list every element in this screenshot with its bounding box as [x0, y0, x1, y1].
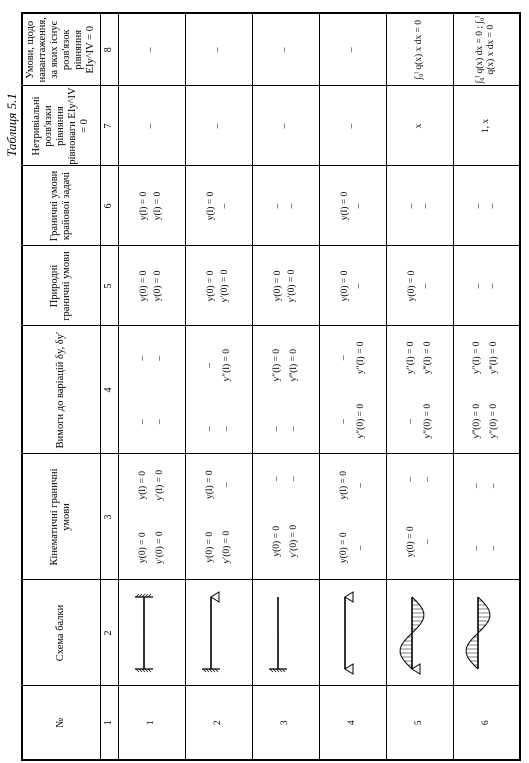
- header-text: №: [54, 717, 66, 728]
- condition-text: y′(0) = 0: [286, 269, 297, 302]
- column-number: [100, 86, 118, 166]
- natural-conditions: [453, 246, 520, 326]
- condition-text: y(0) = 0: [205, 270, 216, 301]
- condition-text: y‴(l) = 0: [422, 340, 432, 374]
- condition-text: y(l) = 0: [339, 191, 350, 220]
- beam-boundary-table: [21, 12, 521, 761]
- table-row: [386, 13, 453, 760]
- condition-text: –: [471, 545, 482, 551]
- condition-text: y(0) = 0: [152, 270, 163, 301]
- condition-text: –: [154, 418, 164, 424]
- column-number-text: 6: [102, 203, 114, 208]
- column-number-row: [100, 13, 118, 760]
- beam-diagram: [456, 585, 516, 681]
- condition-text: y‴(l) = 0: [288, 348, 298, 381]
- beam-scheme: [453, 580, 520, 686]
- solution-text: x: [413, 123, 424, 128]
- variation-requirements: [185, 326, 252, 454]
- condition-text: y‴(l) = 0: [488, 340, 499, 374]
- row-number: [252, 686, 319, 760]
- boundary-conditions: [118, 166, 185, 246]
- load-conditions: [319, 13, 386, 86]
- variation-requirements: [319, 326, 386, 454]
- column-number-text: 1: [102, 719, 114, 725]
- kinematic-conditions: [185, 454, 252, 580]
- header-text: Умови, щодо навантаження, за яких існує розв'язок рівняння EIy^IV = 0: [24, 16, 96, 82]
- table-row: [118, 13, 185, 760]
- load-condition-text: ∫₀ˡ q(x) dx = 0 ; ∫₀ˡ q(x) x dx = 0: [474, 15, 496, 83]
- load-condition-text: –: [279, 46, 290, 52]
- header-cell: [22, 580, 100, 686]
- column-number-text: 5: [102, 283, 114, 288]
- condition-text: y(0) = 0: [138, 270, 149, 301]
- beam-diagram: [255, 585, 315, 681]
- load-condition-text: –: [145, 46, 156, 52]
- row-number-text: 1: [145, 719, 156, 725]
- condition-text: y(l) = 0: [138, 191, 149, 220]
- row-number: [319, 686, 386, 760]
- header-cell: [22, 686, 100, 760]
- nontrivial-solutions: [118, 86, 185, 166]
- condition-text: –: [338, 354, 349, 360]
- row-number-text: 6: [480, 719, 491, 725]
- natural-conditions: [118, 246, 185, 326]
- kinematic-conditions: [319, 454, 386, 580]
- beam-diagram: [322, 585, 382, 681]
- header-text: Природні граничні умови: [48, 250, 72, 321]
- condition-text: y(l) = 0: [204, 469, 215, 499]
- kinematic-conditions: [252, 454, 319, 580]
- column-number: [100, 326, 118, 454]
- condition-text: y″(l) = 0: [271, 348, 282, 381]
- condition-text: y‴(0) = 0: [471, 403, 482, 439]
- condition-text: y″(l) = 0: [471, 340, 482, 374]
- condition-text: –: [473, 283, 484, 288]
- condition-text: –: [355, 482, 365, 488]
- column-number: [100, 166, 118, 246]
- beam-scheme: [185, 580, 252, 686]
- condition-text: –: [154, 355, 164, 361]
- column-number-text: 2: [102, 630, 114, 635]
- condition-text: –: [406, 203, 417, 208]
- condition-text: y″(l) = 0: [405, 340, 416, 374]
- header-cell: [22, 166, 100, 246]
- condition-text: –: [487, 283, 498, 288]
- column-number: [100, 454, 118, 580]
- nontrivial-solutions: [252, 86, 319, 166]
- beam-scheme: [252, 580, 319, 686]
- table-rotated-container: [21, 14, 520, 761]
- condition-text: –: [420, 203, 431, 208]
- header-text: Схема балки: [54, 604, 66, 661]
- condition-text: y′(0) = 0: [154, 530, 164, 564]
- condition-text: y(0) = 0: [405, 525, 416, 557]
- load-condition-text: ∫₀ˡ q(x) x dx = 0: [413, 19, 424, 80]
- condition-text: –: [422, 476, 432, 482]
- beam-diagram: [389, 585, 449, 681]
- variation-requirements: [453, 326, 520, 454]
- condition-text: y(l) = 0: [152, 191, 163, 220]
- condition-text: y(0) = 0: [204, 531, 215, 563]
- column-number: [100, 246, 118, 326]
- condition-text: –: [355, 544, 365, 550]
- condition-text: y′(l) = 0: [154, 469, 164, 501]
- nontrivial-solutions: [319, 86, 386, 166]
- solution-text: –: [346, 123, 357, 128]
- condition-text: y(0) = 0: [272, 270, 283, 301]
- header-cell: [22, 13, 100, 86]
- boundary-conditions: [453, 166, 520, 246]
- table-caption: Таблиця 5.1: [4, 93, 19, 157]
- kinematic-conditions: [453, 454, 520, 580]
- load-condition-text: –: [212, 46, 223, 52]
- condition-text: –: [488, 545, 499, 551]
- condition-text: y″(0) = 0: [488, 403, 499, 439]
- header-cell: [22, 326, 100, 454]
- kinematic-conditions: [386, 454, 453, 580]
- beam-diagram: [121, 585, 181, 681]
- condition-text: y(l) = 0: [205, 191, 216, 220]
- table-row: [252, 13, 319, 760]
- condition-text: –: [271, 425, 282, 431]
- condition-text: –: [221, 481, 231, 487]
- natural-conditions: [252, 246, 319, 326]
- solution-text: –: [279, 123, 290, 128]
- condition-text: y′(0) = 0: [288, 524, 298, 558]
- load-conditions: [386, 13, 453, 86]
- header-cell: [22, 86, 100, 166]
- row-number-text: 2: [212, 719, 223, 725]
- header-text: Кінематичні граничні умови: [48, 467, 72, 566]
- condition-text: –: [405, 418, 416, 424]
- condition-text: –: [353, 283, 364, 288]
- beam-diagram: [188, 585, 248, 681]
- nontrivial-solutions: [386, 86, 453, 166]
- condition-text: y″(0) = 0: [422, 403, 432, 439]
- header-cell: [22, 246, 100, 326]
- condition-text: y″(l) = 0: [355, 340, 365, 374]
- nontrivial-solutions: [453, 86, 520, 166]
- condition-text: –: [405, 476, 416, 482]
- solution-text: –: [145, 123, 156, 128]
- boundary-conditions: [386, 166, 453, 246]
- solution-text: 1, x: [480, 118, 491, 133]
- condition-text: y(l) = 0: [137, 470, 148, 500]
- header-cell: [22, 454, 100, 580]
- row-number: [118, 686, 185, 760]
- load-conditions: [453, 13, 520, 86]
- condition-text: –: [137, 418, 148, 424]
- row-number-text: 4: [346, 719, 357, 725]
- condition-text: –: [221, 425, 231, 431]
- condition-text: –: [137, 355, 148, 361]
- column-number-text: 4: [102, 387, 114, 392]
- table-row: [319, 13, 386, 760]
- condition-text: –: [338, 418, 349, 424]
- condition-text: y″(l) = 0: [221, 348, 231, 381]
- natural-conditions: [319, 246, 386, 326]
- load-conditions: [185, 13, 252, 86]
- condition-text: y(0) = 0: [137, 531, 148, 563]
- column-number-text: 7: [102, 123, 114, 128]
- column-number-text: 8: [102, 46, 114, 52]
- beam-scheme: [386, 580, 453, 686]
- solution-text: –: [212, 123, 223, 128]
- condition-text: –: [420, 283, 431, 288]
- condition-text: –: [286, 203, 297, 208]
- boundary-conditions: [252, 166, 319, 246]
- nontrivial-solutions: [185, 86, 252, 166]
- condition-text: –: [471, 482, 482, 488]
- row-number-text: 3: [279, 719, 290, 725]
- condition-text: –: [488, 482, 499, 488]
- condition-text: y(0) = 0: [338, 531, 349, 563]
- natural-conditions: [185, 246, 252, 326]
- row-number: [386, 686, 453, 760]
- header-text: Нетривіальні розв'язки рівняння рівноваги EIy^IV = 0: [30, 86, 90, 165]
- beam-scheme: [118, 580, 185, 686]
- header-text: Граничні умови крайової задачі: [48, 170, 72, 241]
- condition-text: y″(0) = 0: [355, 403, 365, 439]
- load-conditions: [118, 13, 185, 86]
- condition-text: –: [353, 203, 364, 208]
- boundary-conditions: [185, 166, 252, 246]
- column-number: [100, 580, 118, 686]
- row-number-text: 5: [413, 719, 424, 725]
- condition-text: –: [204, 425, 215, 431]
- variation-requirements: [386, 326, 453, 454]
- load-conditions: [252, 13, 319, 86]
- natural-conditions: [386, 246, 453, 326]
- column-number-text: 3: [102, 514, 114, 519]
- condition-text: –: [473, 203, 484, 208]
- condition-text: –: [422, 538, 432, 544]
- variation-requirements: [118, 326, 185, 454]
- condition-text: y′(0) = 0: [219, 269, 230, 302]
- condition-text: –: [271, 475, 282, 481]
- condition-text: –: [204, 362, 215, 368]
- column-number: [100, 13, 118, 86]
- table-row: [185, 13, 252, 760]
- condition-text: –: [219, 203, 230, 208]
- kinematic-conditions: [118, 454, 185, 580]
- row-number: [453, 686, 520, 760]
- beam-scheme: [319, 580, 386, 686]
- condition-text: –: [288, 425, 298, 431]
- condition-text: –: [487, 203, 498, 208]
- table-row: [453, 13, 520, 760]
- condition-text: –: [288, 475, 298, 481]
- variation-requirements: [252, 326, 319, 454]
- condition-text: y(0) = 0: [406, 270, 417, 301]
- load-condition-text: –: [346, 46, 357, 52]
- column-number: [100, 686, 118, 760]
- condition-text: y(0) = 0: [271, 525, 282, 557]
- row-number: [185, 686, 252, 760]
- header-text: Вимоги до варіацій δy, δy′: [54, 331, 66, 448]
- condition-text: –: [272, 203, 283, 208]
- header-row: [22, 13, 100, 760]
- condition-text: y(l) = 0: [338, 470, 349, 500]
- boundary-conditions: [319, 166, 386, 246]
- condition-text: y′(0) = 0: [221, 530, 231, 564]
- condition-text: y(0) = 0: [339, 270, 350, 301]
